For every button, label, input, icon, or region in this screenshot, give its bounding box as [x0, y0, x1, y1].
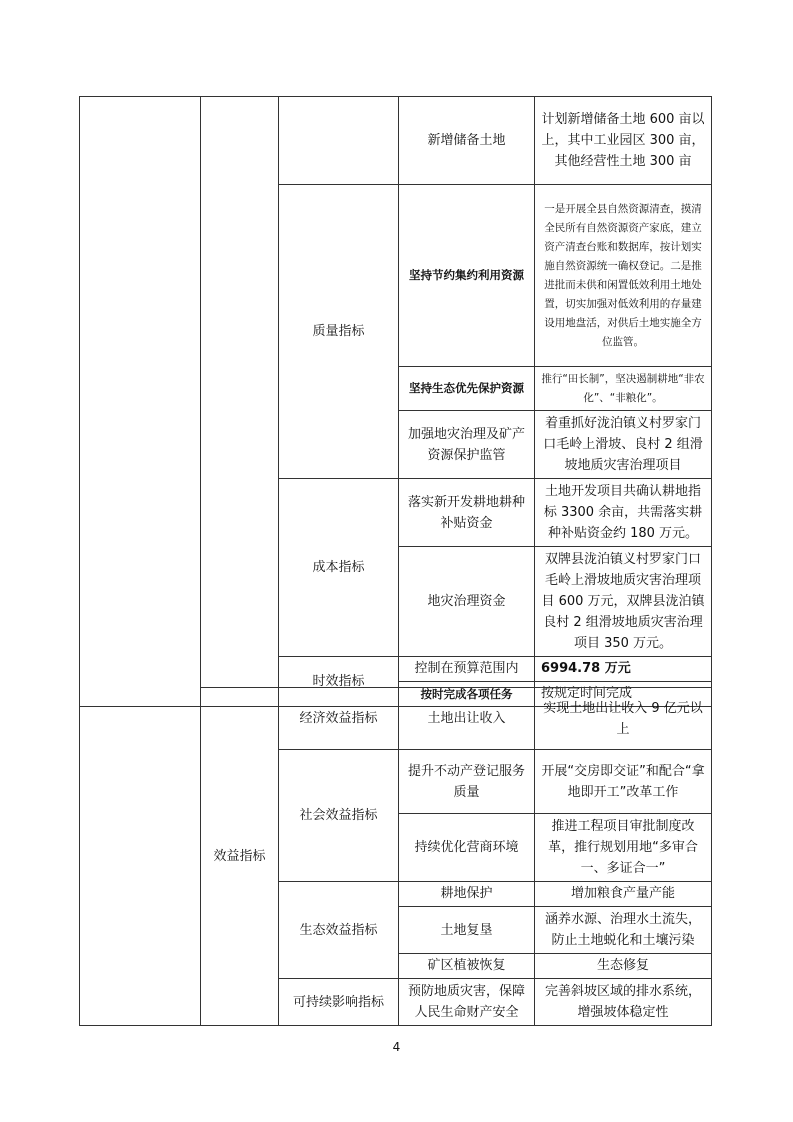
indicator-item: 加强地灾治理及矿产资源保护监管: [399, 411, 535, 479]
table-row: [80, 688, 712, 750]
indicator-value: 一是开展全县自然资源清查，摸清全民所有自然资源资产家底，建立资产清查台账和数据库，按计划实施自然资源统一确权登记。二是推进批而未供和闲置低效利用土地处置，切实加强对低效利用的存量建设用地盘活，对供后土地实施全方位监管。: [535, 185, 712, 367]
indicator-value: 生态修复: [535, 954, 712, 979]
indicator-item: 坚持节约集约利用资源: [399, 185, 535, 367]
indicator-value: 计划新增储备土地 600 亩以上，其中工业园区 300 亩，其他经营性土地 300 亩: [535, 97, 712, 185]
table-row: [80, 97, 712, 185]
indicator-item: 提升不动产登记服务质量: [399, 750, 535, 814]
indicator-value: 实现土地出让收入 9 亿元以上: [535, 688, 712, 750]
benefit-table: [79, 687, 712, 1026]
indicator-item: 土地复垦: [399, 907, 535, 954]
category-time: 时效指标: [279, 657, 399, 707]
indicator-value: 涵养水源、治理水土流失，防止土地蜕化和土壤污染: [535, 907, 712, 954]
indicator-value: 推进工程项目审批制度改革，推行规划用地“多审合一、多证合一”: [535, 814, 712, 882]
indicator-value: 按规定时间完成: [535, 682, 712, 707]
indicator-item: 地灾治理资金: [399, 547, 535, 657]
indicator-value: 6994.78 万元: [535, 657, 712, 682]
category-ecology: 生态效益指标: [279, 882, 399, 979]
indicator-item: 落实新开发耕地耕种补贴资金: [399, 479, 535, 547]
indicator-item: 土地出让收入: [399, 688, 535, 750]
category-sustain: 可持续影响指标: [279, 979, 399, 1026]
indicator-item: 矿区植被恢复: [399, 954, 535, 979]
indicator-value: 着重抓好泷泊镇义村罗家门口毛岭上滑坡、良村 2 组滑坡地质灾害治理项目: [535, 411, 712, 479]
category-economic: 经济效益指标: [279, 688, 399, 750]
indicator-value: 增加粮食产量产能: [535, 882, 712, 907]
second-level-group-cell-empty: [201, 97, 279, 707]
indicator-value: 推行“田长制”，坚决遏制耕地“非农化”、“非粮化”。: [535, 367, 712, 411]
category-cost: 成本指标: [279, 479, 399, 657]
indicator-value: 双牌县泷泊镇义村罗家门口毛岭上滑坡地质灾害治理项目 600 万元，双牌县泷泊镇良村 2 组滑坡地质灾害治理项目 350 万元。: [535, 547, 712, 657]
indicator-value: 土地开发项目共确认耕地指标 3300 余亩，共需落实耕种补贴资金约 180 万元。: [535, 479, 712, 547]
category-quality: 质量指标: [279, 185, 399, 479]
indicator-item: 新增储备土地: [399, 97, 535, 185]
group-benefit: 效益指标: [201, 688, 279, 1026]
indicator-value: 完善斜坡区域的排水系统，增强坡体稳定性: [535, 979, 712, 1026]
first-level-cell-empty: [80, 97, 201, 707]
indicator-item: 预防地质灾害，保障人民生命财产安全: [399, 979, 535, 1026]
indicator-item: 持续优化营商环境: [399, 814, 535, 882]
indicator-item: 控制在预算范围内: [399, 657, 535, 682]
first-level-cell-empty: [80, 688, 201, 1026]
page-number: 4: [392, 1040, 401, 1054]
category-social: 社会效益指标: [279, 750, 399, 882]
indicator-item: 耕地保护: [399, 882, 535, 907]
indicator-value: 开展“交房即交证”和配合“拿地即开工”改革工作: [535, 750, 712, 814]
indicator-item: 按时完成各项任务: [399, 682, 535, 707]
category-cell-empty: [279, 97, 399, 185]
indicator-item: 坚持生态优先保护资源: [399, 367, 535, 411]
indicator-table: [79, 96, 712, 707]
